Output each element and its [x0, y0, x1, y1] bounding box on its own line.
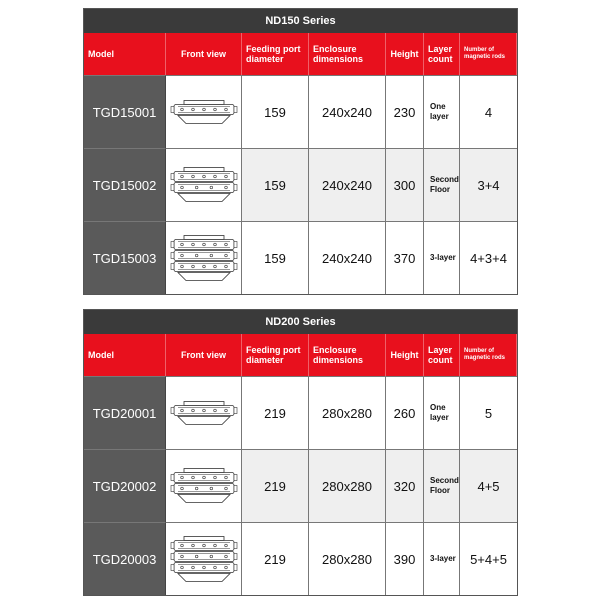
dimensions-cell: 280x280	[309, 376, 386, 449]
magnetic-separator-front-view-icon	[170, 401, 238, 426]
rods-cell: 4	[460, 75, 517, 148]
rods-cell: 3+4	[460, 148, 517, 221]
header-magnetic-rods: Number of magnetic rods	[460, 334, 517, 376]
magnetic-separator-front-view-icon	[170, 167, 238, 203]
magnetic-separator-front-view-icon	[170, 100, 238, 125]
dimensions-cell: 240x240	[309, 221, 386, 294]
diameter-cell: 219	[242, 522, 309, 595]
height-cell: 260	[386, 376, 424, 449]
header-feeding-port: Feeding port diameter	[242, 334, 309, 376]
header-magnetic-rods: Number of magnetic rods	[460, 33, 517, 75]
header-layer-count: Layer count	[424, 33, 460, 75]
front-view-cell	[166, 148, 242, 221]
rods-cell: 4+5	[460, 449, 517, 522]
spec-grid	[84, 334, 517, 595]
front-view-cell	[166, 449, 242, 522]
height-cell: 230	[386, 75, 424, 148]
diameter-cell: 219	[242, 376, 309, 449]
diameter-cell: 159	[242, 75, 309, 148]
diameter-cell: 159	[242, 221, 309, 294]
layer-cell: 3-layer	[424, 522, 460, 595]
front-view-cell	[166, 522, 242, 595]
header-feeding-port: Feeding port diameter	[242, 33, 309, 75]
front-view-cell	[166, 75, 242, 148]
header-front-view: Front view	[166, 33, 242, 75]
layer-cell: 3-layer	[424, 221, 460, 294]
dimensions-cell: 280x280	[309, 522, 386, 595]
header-model: Model	[84, 33, 166, 75]
magnetic-separator-front-view-icon	[170, 235, 238, 282]
header-height: Height	[386, 334, 424, 376]
model-cell: TGD15002	[84, 148, 166, 221]
dimensions-cell: 240x240	[309, 148, 386, 221]
header-enclosure: Enclosure dimensions	[309, 33, 386, 75]
rods-cell: 5	[460, 376, 517, 449]
nd150-table	[83, 8, 518, 295]
height-cell: 370	[386, 221, 424, 294]
model-cell: TGD15001	[84, 75, 166, 148]
magnetic-separator-front-view-icon	[170, 468, 238, 504]
dimensions-cell: 280x280	[309, 449, 386, 522]
nd200-table	[83, 309, 518, 596]
rods-cell: 5+4+5	[460, 522, 517, 595]
model-cell: TGD20003	[84, 522, 166, 595]
height-cell: 320	[386, 449, 424, 522]
front-view-cell	[166, 221, 242, 294]
rods-cell: 4+3+4	[460, 221, 517, 294]
model-cell: TGD20002	[84, 449, 166, 522]
height-cell: 300	[386, 148, 424, 221]
diameter-cell: 159	[242, 148, 309, 221]
spec-grid	[84, 33, 517, 294]
header-model: Model	[84, 334, 166, 376]
header-height: Height	[386, 33, 424, 75]
layer-cell: One layer	[424, 376, 460, 449]
front-view-cell	[166, 376, 242, 449]
height-cell: 390	[386, 522, 424, 595]
header-layer-count: Layer count	[424, 334, 460, 376]
layer-cell: One layer	[424, 75, 460, 148]
series-title: ND150 Series	[84, 9, 517, 33]
diameter-cell: 219	[242, 449, 309, 522]
model-cell: TGD20001	[84, 376, 166, 449]
layer-cell: Second Floor	[424, 148, 460, 221]
series-title: ND200 Series	[84, 310, 517, 334]
model-cell: TGD15003	[84, 221, 166, 294]
header-enclosure: Enclosure dimensions	[309, 334, 386, 376]
magnetic-separator-front-view-icon	[170, 536, 238, 583]
layer-cell: Second Floor	[424, 449, 460, 522]
header-front-view: Front view	[166, 334, 242, 376]
dimensions-cell: 240x240	[309, 75, 386, 148]
